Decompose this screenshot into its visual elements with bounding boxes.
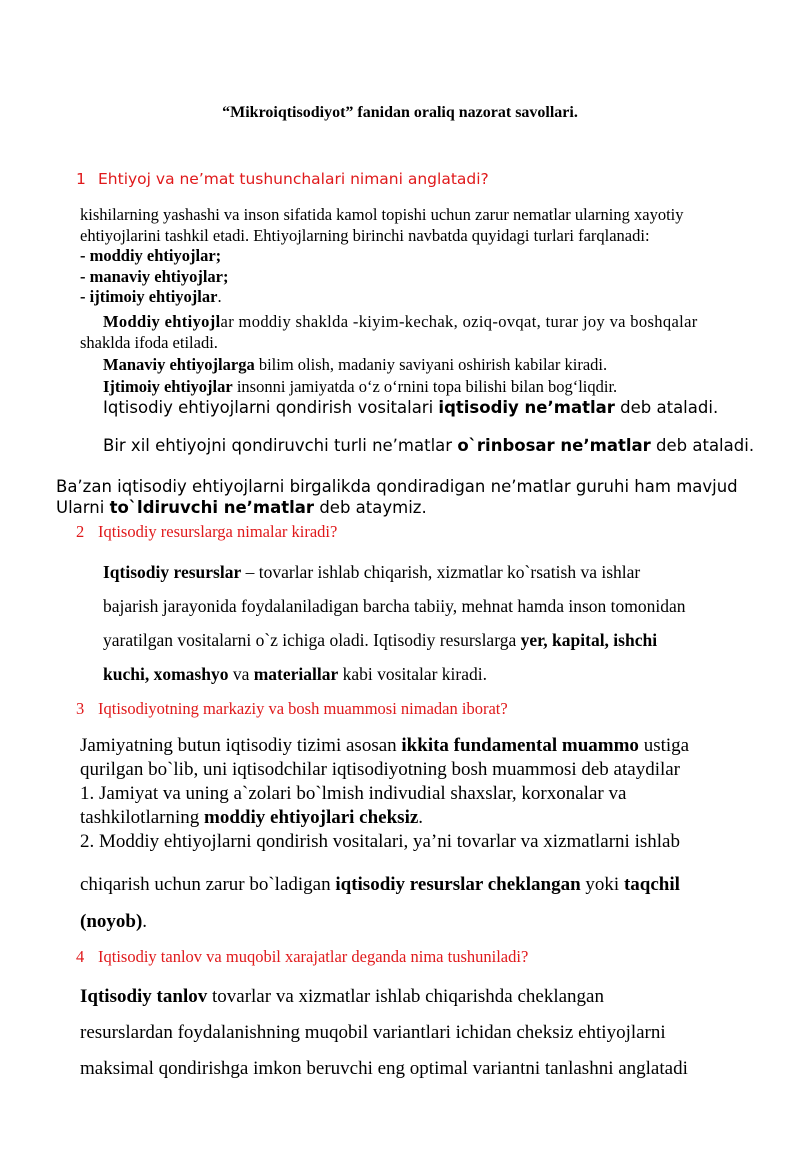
question-3	[76, 699, 508, 719]
question-4	[76, 947, 528, 967]
paragraph-line: Manaviy ehtiyojlarga bilim olish, madaniy saviyani oshirish kabilar kiradi.	[103, 355, 608, 374]
definition-moddiy	[80, 312, 777, 353]
paragraph-line: Jamiyatning butun iqtisodiy tizimi asosan ikkita fundamental muammo ustiga	[80, 735, 690, 756]
question-number: 1	[76, 170, 86, 188]
question-number: 4	[76, 947, 85, 966]
paragraph-line: kishilarning yashashi va inson sifatida kamol topishi uchun zarur nematlar ularning xayotiy	[80, 205, 684, 224]
paragraph-line: maksimal qondirishga imkon beruvchi eng optimal variantni tanlashni anglatadi	[80, 1058, 688, 1079]
definition-manaviy-ijtimoiy	[103, 354, 617, 398]
paragraph-line: ehtiyojlarini tashkil etadi. Ehtiyojlarning birinchi navbatda quyidagi turlari farqlanadi:	[80, 225, 650, 245]
paragraph-line: (noyob).	[80, 911, 148, 932]
question-text: Iqtisodiyotning markaziy va bosh muammosi nimadan iborat?	[98, 699, 508, 718]
list-item: - manaviy ehtiyojlar;	[80, 266, 229, 286]
definition-toldiruvchi	[56, 476, 738, 518]
paragraph-line: tashkilotlarning moddiy ehtiyojlari cheksiz.	[80, 807, 424, 828]
paragraph-line: 1. Jamiyat va uning a`zolari bo`lmish indivudial shaxslar, korxonalar va	[80, 783, 627, 804]
definition-orinbosar: Bir xil ehtiyojni qondiruvchi turli neʼmatlar o`rinbosar neʼmatlar deb ataladi.	[103, 436, 755, 455]
answer-3	[80, 734, 689, 854]
question-1	[76, 170, 489, 188]
paragraph-line: 2. Moddiy ehtiyojlarni qondirish vositalari, yaʼni tovarlar va xizmatlarni ishlab	[80, 831, 680, 852]
paragraph-line: Iqtisodiy tanlov tovarlar va xizmatlar ishlab chiqarishda cheklangan	[80, 986, 604, 1007]
list-item: - ijtimoiy ehtiyojlar.	[80, 287, 222, 306]
answer-3-cont	[80, 866, 680, 940]
paragraph-line: qurilgan bo`lib, uni iqtisodchilar iqtisodiyotning bosh muammosi deb ataydilar	[80, 759, 681, 780]
paragraph-line: yaratilgan vositalarni o`z ichiga oladi. Iqtisodiy resurslarga yer, kapital, ishchi	[103, 630, 658, 650]
paragraph-line: chiqarish uchun zarur bo`ladigan iqtisodiy resurslar cheklangan yoki taqchil	[80, 874, 680, 895]
paragraph-line: Moddiy ehtiyojlar moddiy shaklda -kiyim-kechak, oziq-ovqat, turar joy va boshqalar	[103, 312, 698, 331]
question-2	[76, 522, 337, 542]
answer-1-intro	[80, 205, 684, 308]
paragraph-line: kuchi, xomashyo va materiallar kabi vositalar kiradi.	[103, 664, 487, 684]
question-number: 2	[76, 522, 85, 541]
paragraph-line: Baʼzan iqtisodiy ehtiyojlarni birgalikda qondiradigan neʼmatlar guruhi ham mavjud	[56, 477, 738, 496]
paragraph-line: Ularni to`ldiruvchi neʼmatlar deb ataymiz.	[56, 498, 427, 517]
paragraph-line: Ijtimoiy ehtiyojlar insonni jamiyatda o‘z o‘rnini topa bilishi bilan bog‘liqdir.	[103, 377, 618, 396]
question-text: Iqtisodiy tanlov va muqobil xarajatlar deganda nima tushuniladi?	[98, 947, 529, 966]
question-text: Iqtisodiy resurslarga nimalar kiradi?	[98, 522, 338, 541]
paragraph-line: bajarish jarayonida foydalaniladigan barcha tabiiy, mehnat hamda inson tomonidan	[103, 596, 686, 616]
page-title: “Mikroiqtisodiyot” fanidan oraliq nazorat savollari.	[222, 104, 578, 121]
answer-2	[103, 555, 686, 691]
question-text: Ehtiyoj va neʼmat tushunchalari nimani anglatadi?	[98, 170, 489, 188]
question-number: 3	[76, 699, 85, 718]
answer-4	[80, 979, 688, 1087]
paragraph-line: resurslardan foydalanishning muqobil variantlari ichidan cheksiz ehtiyojlarni	[80, 1022, 666, 1043]
paragraph-line: shaklda ifoda etiladi.	[80, 332, 218, 352]
list-item: - moddiy ehtiyojlar;	[80, 246, 222, 265]
paragraph-line: Iqtisodiy resurslar – tovarlar ishlab chiqarish, xizmatlar ko`rsatish va ishlar	[103, 562, 641, 582]
definition-iqtisodiy-nematlar: Iqtisodiy ehtiyojlarni qondirish vositalari iqtisodiy neʼmatlar deb ataladi.	[103, 398, 719, 417]
